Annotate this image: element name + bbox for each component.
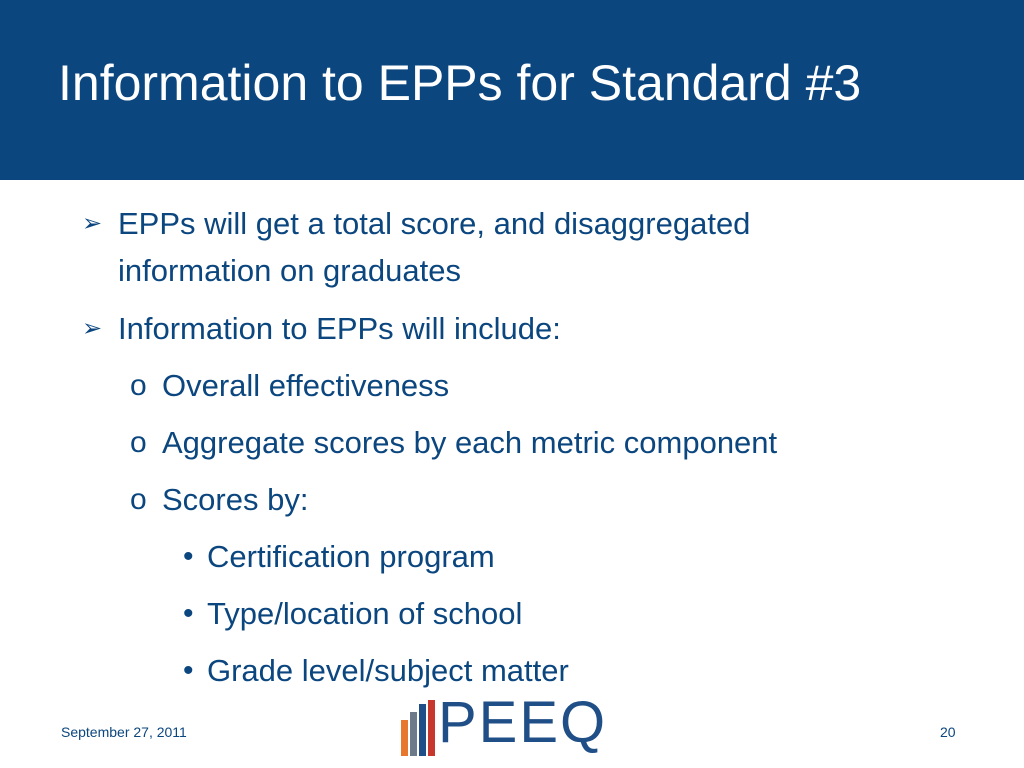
logo-wordmark: PEEQ [438,690,608,755]
arrow-bullet-icon: ➢ [82,210,103,237]
arrow-bullet-icon: ➢ [82,315,103,342]
sub-sub-bullet-item: Grade level/subject matter [207,653,569,688]
circle-bullet-icon: o [130,483,147,516]
circle-bullet-icon: o [130,369,147,402]
slide-number: 20 [940,724,956,740]
sub-sub-bullet-item: Certification program [207,539,495,574]
sub-bullet-item: Overall effectiveness [162,368,450,403]
dot-bullet-icon: • [183,540,194,573]
bullet-item: Information to EPPs will include: [118,311,561,346]
peeq-logo [398,692,618,762]
sub-sub-bullet-item: Type/location of school [207,596,523,631]
sub-bullet-item: Scores by: [162,482,309,517]
sub-bullet-item: Aggregate scores by each metric component [162,425,778,460]
dot-bullet-icon: • [183,654,194,687]
slide-title: Information to EPPs for Standard #3 [58,55,862,111]
dot-bullet-icon: • [183,597,194,630]
bullet-item: EPPs will get a total score, and disaggregated information on graduates [118,206,751,288]
footer-date: September 27, 2011 [61,724,187,740]
bar-chart-logo-icon [398,700,438,760]
circle-bullet-icon: o [130,426,147,459]
